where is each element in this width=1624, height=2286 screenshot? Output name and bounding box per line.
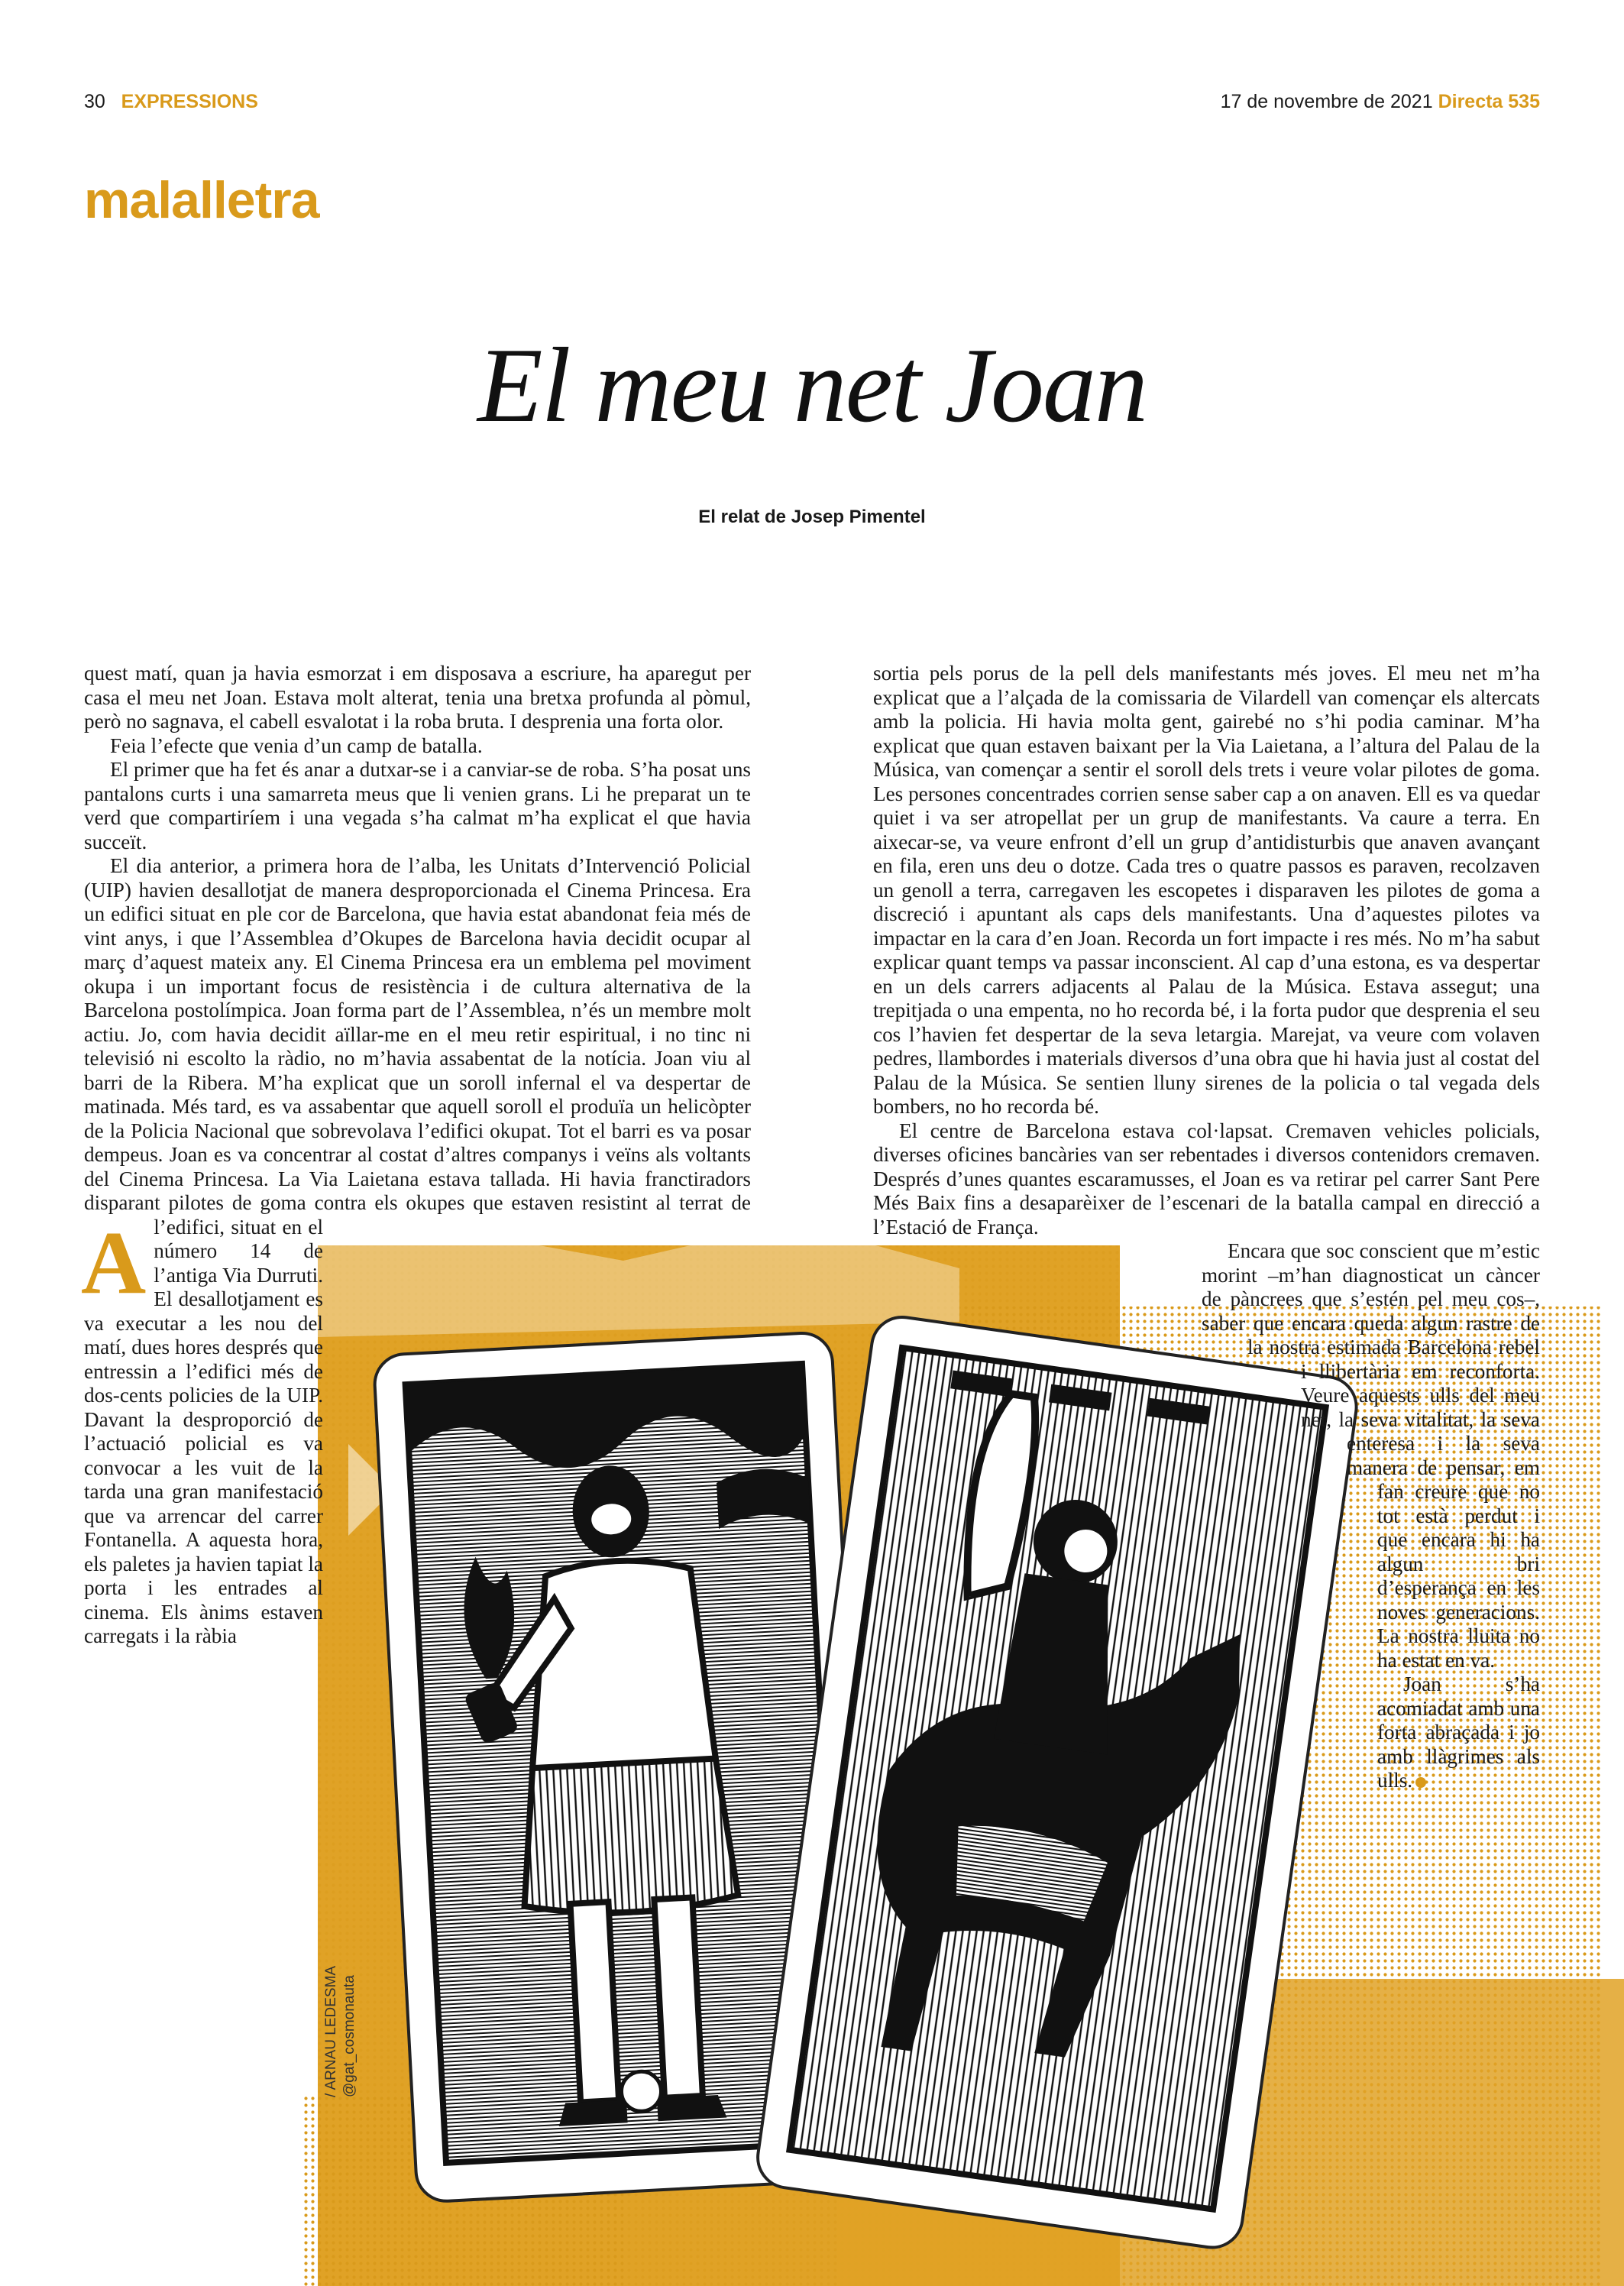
page-number: 30 bbox=[84, 91, 105, 112]
paragraph: El dia anterior, a primera hora de l’alba, les Unitats d’Intervenció Policial (UIP) havien desallotjat de manera desproporcionada el Cinema Princesa. Era un edifici situat en ple cor de Barcelona, que havia estat abandonat feia més de vint anys, i que l’Assemblea d’Okupes de Barcelona havia decidit ocupar al març d’aquest mateix any. El Cinema Princesa era un emblema pel moviment okupa i un important focus de resistència i de cultura alternativa de la Barcelona postolímpica. Joan forma part de l’Assemblea, n’és un membre molt actiu. Jo, com havia decidit aïllar-me en el meu retir espiritual, i no tinc ni televisió ni escolto la ràdio, no m’havia assabentat de la notícia. Joan viu al barri de la Ribera. M’ha explicat que un soroll infernal el va despertar de matinada. Més tard, es va assabentar que aquell soroll el produïa un helicòpter de la Policia Nacional que sobrevolava l’edifici okupat. Tot el barri es va posar dempeus. Joan es va concentrar al costat d’altres companys i veïns als voltants del Cinema Princesa. La Via Laietana estava tallada. Hi havia franctiradors disparant pilotes de goma contra els okupes que estaven resistint al terrat de l’edifici, situat en el número 14 de l’antiga Via Durruti. El desallotjament es va executar a les nou del matí, dues hores després que entressin a l’edifici més de dos-cents policies de la UIP. Davant la desproporció de l’actuació policial es va convocar a les vuit de la tarda una gran manifestació que va arrencar del carrer Fontanella. A aquesta hora, els paletes ja havien tapiat la porta i les entrades al cinema. Els ànims estaven carregats i la ràbia bbox=[84, 854, 751, 1647]
paragraph: El primer que ha fet és anar a dutxar-se i a canviar-se de roba. S’ha posat uns pantalons curts i una samarreta meus que li venien grans. Li he preparat un te verd que compartiríem i una vegada s’ha calmat m’ha explicat el que havia succeït. bbox=[84, 758, 751, 853]
page-header-right bbox=[1221, 90, 1540, 113]
credit-author: / ARNAU LEDESMA bbox=[323, 1965, 339, 2097]
publication-name: Directa 535 bbox=[1438, 91, 1540, 112]
article-column-1 bbox=[81, 662, 751, 2140]
end-mark-icon bbox=[1415, 1777, 1426, 1788]
section-tag: EXPRESSIONS bbox=[121, 91, 258, 112]
issue-date: 17 de novembre de 2021 bbox=[1220, 91, 1433, 112]
credit-handle: @gat_cosmonauta bbox=[341, 1975, 357, 2097]
paragraph: sortia pels porus de la pell dels manifestants més joves. El meu net m’ha explicat que a l’alçada de la comissaria de Vilardell van començar els altercats amb la policia. Hi havia molta gent, gairebé no s’hi podia caminar. M’ha explicat que quan estaven baixant per la Via Laietana, a l’altura del Palau de la Música, van començar a sentir el soroll dels trets i veure volar pilotes de goma. Les persones concentrades corrien sense saber cap a on anaven. Ell es va quedar quiet i va ser atropellat per un grup de manifestants. Va caure a terra. En aixecar-se, va veure enfront d’ell un grup d’antidisturbis que anaven avançant en fila, eren uns deu o dotze. Cada tres o quatre passos es paraven, recolzaven un genoll a terra, carregaven les escopetes i disparaven les pilotes de goma a discreció i apuntant als caps dels manifestants. Una d’aquestes pilotes va impactar en la cara d’en Joan. Recorda un fort impacte i res més. No m’ha sabut explicar quant temps va passar inconscient. Al cap d’una estona, es va despertar en un dels carrers adjacents al Palau de la Música. Estava assegut; una trepitjada o una empenta, no ho recorda bé, i la forta pudor que desprenia el seu cos l’havien fet despertar de la seva letargia. Marejat, va veure com volaven pedres, llambordes i materials diversos d’una obra que hi havia just al costat del Palau de la Música. Se sentien lluny sirenes de la policia o tal vegada dels bombers, no ho recorda bé. bbox=[873, 662, 1540, 1118]
article-byline: El relat de Josep Pimentel bbox=[698, 507, 926, 527]
article-title: El meu net Joan bbox=[477, 326, 1147, 445]
paragraph: El centre de Barcelona estava col·lapsat. Cremaven vehicles policials, diverses oficines bancàries van ser rebentades i diversos contenidors cremaven. Després d’unes quantes escaramusses, el Joan es va retirar pel carrer Sant Pere Més Baix fins a desaparèixer de l’escenari de la batalla campal en direcció a l’Estació de França. bbox=[873, 1119, 1540, 1239]
section-title: malalletra bbox=[84, 171, 319, 229]
paragraph: A quest matí, quan ja havia esmorzat i em disposava a escriure, ha aparegut per casa el meu net Joan. Estava molt alterat, tenia una bretxa profunda al pòmul, però no sagnava, el cabell esvalotat i la roba bruta. I desprenia una forta olor. bbox=[81, 662, 751, 1313]
paragraph: Encara que soc conscient que m’estic morint –m’han diagnosticat un càncer de pàncrees que s’estén pel meu cos–, saber que encara queda algun rastre de la nostra estimada Barcelona rebel i llibertària em reconforta. Veure aquests ulls del meu net, la seva vitalitat, la seva enteresa i la seva manera de pensar, em fan creure que no tot està perdut i que encara hi ha algun bri d’esperança en les noves generacions. La nostra lluita no ha estat en va. bbox=[1202, 1239, 1540, 1672]
article-column-2 bbox=[873, 662, 1540, 2228]
paragraph: Feia l’efecte que venia d’un camp de batalla. bbox=[110, 733, 483, 757]
page-header-left bbox=[84, 90, 258, 113]
drop-cap: A bbox=[81, 1213, 147, 1313]
paragraph: Joan s’ha acomiadat amb una forta abraçada i jo amb llàgrimes als ulls. bbox=[1377, 1672, 1540, 1792]
